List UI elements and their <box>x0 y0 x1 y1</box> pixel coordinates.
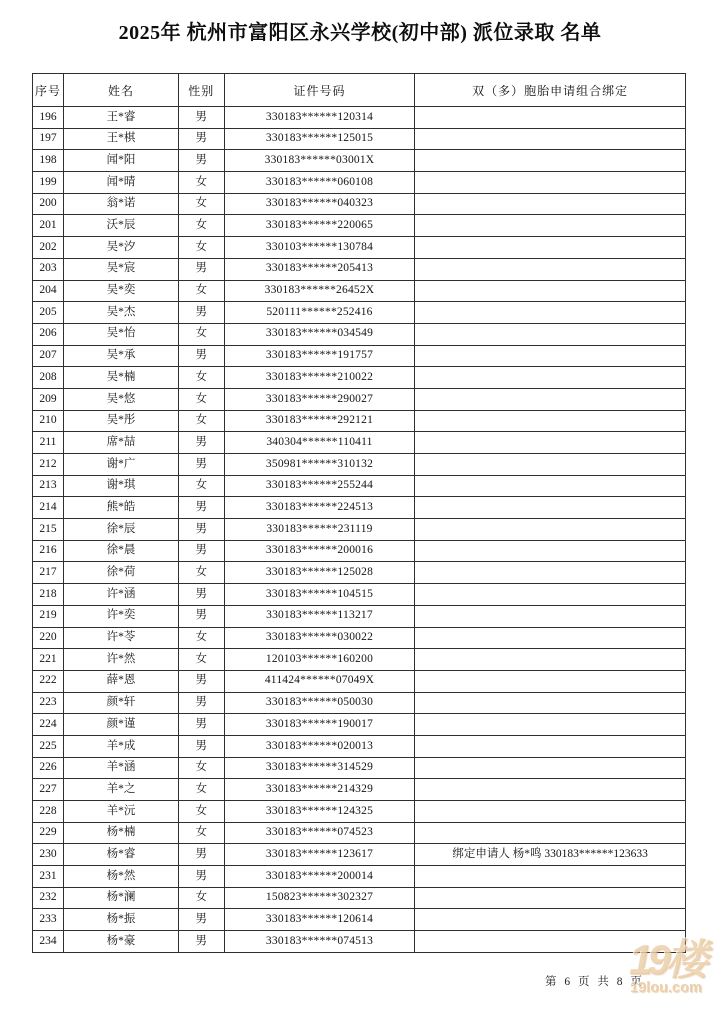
table-row <box>33 519 686 541</box>
cell-id: 330183******200014 <box>224 866 415 888</box>
cell-id: 330183******074513 <box>224 931 415 953</box>
cell-name: 杨*楠 <box>64 822 179 844</box>
cell-gender: 男 <box>178 432 224 454</box>
table-row <box>33 887 686 909</box>
cell-seq: 204 <box>33 280 64 302</box>
table-row <box>33 649 686 671</box>
table-row <box>33 345 686 367</box>
table-row <box>33 909 686 931</box>
cell-binding <box>415 627 686 649</box>
cell-id: 330183******104515 <box>224 584 415 606</box>
cell-seq: 229 <box>33 822 64 844</box>
cell-binding <box>415 540 686 562</box>
cell-name: 杨*豪 <box>64 931 179 953</box>
cell-id: 330183******120614 <box>224 909 415 931</box>
column-header-binding: 双（多）胞胎申请组合绑定 <box>415 74 686 107</box>
cell-id: 330183******205413 <box>224 258 415 280</box>
cell-gender: 男 <box>178 454 224 476</box>
cell-binding <box>415 345 686 367</box>
cell-binding <box>415 779 686 801</box>
table-row <box>33 107 686 129</box>
cell-gender: 女 <box>178 323 224 345</box>
cell-binding <box>415 237 686 259</box>
cell-binding <box>415 388 686 410</box>
cell-seq: 227 <box>33 779 64 801</box>
admission-table <box>32 73 686 953</box>
cell-seq: 228 <box>33 801 64 823</box>
cell-name: 沃*辰 <box>64 215 179 237</box>
cell-seq: 211 <box>33 432 64 454</box>
cell-name: 谢*琪 <box>64 475 179 497</box>
cell-seq: 200 <box>33 193 64 215</box>
table-row <box>33 432 686 454</box>
cell-binding <box>415 323 686 345</box>
cell-id: 120103******160200 <box>224 649 415 671</box>
cell-gender: 男 <box>178 540 224 562</box>
cell-seq: 232 <box>33 887 64 909</box>
cell-id: 330183******113217 <box>224 605 415 627</box>
cell-gender: 女 <box>178 172 224 194</box>
table-row <box>33 844 686 866</box>
cell-name: 吴*杰 <box>64 302 179 324</box>
table-row <box>33 735 686 757</box>
cell-name: 谢*广 <box>64 454 179 476</box>
cell-id: 330183******034549 <box>224 323 415 345</box>
cell-name: 闻*晴 <box>64 172 179 194</box>
cell-gender: 女 <box>178 475 224 497</box>
cell-binding <box>415 150 686 172</box>
cell-id: 350981******310132 <box>224 454 415 476</box>
cell-id: 411424******07049X <box>224 670 415 692</box>
cell-gender: 男 <box>178 605 224 627</box>
cell-id: 330183******292121 <box>224 410 415 432</box>
cell-name: 羊*沅 <box>64 801 179 823</box>
cell-id: 330183******040323 <box>224 193 415 215</box>
cell-id: 330183******060108 <box>224 172 415 194</box>
cell-binding <box>415 410 686 432</box>
cell-name: 许*苓 <box>64 627 179 649</box>
cell-name: 吴*彤 <box>64 410 179 432</box>
cell-name: 吴*怡 <box>64 323 179 345</box>
cell-binding <box>415 107 686 129</box>
cell-gender: 男 <box>178 692 224 714</box>
cell-binding <box>415 280 686 302</box>
cell-gender: 女 <box>178 215 224 237</box>
cell-seq: 223 <box>33 692 64 714</box>
cell-gender: 女 <box>178 801 224 823</box>
cell-name: 羊*之 <box>64 779 179 801</box>
cell-gender: 女 <box>178 237 224 259</box>
cell-id: 330183******255244 <box>224 475 415 497</box>
cell-binding <box>415 258 686 280</box>
cell-binding <box>415 497 686 519</box>
cell-seq: 214 <box>33 497 64 519</box>
cell-gender: 男 <box>178 584 224 606</box>
table-row <box>33 302 686 324</box>
table-row <box>33 215 686 237</box>
cell-gender: 女 <box>178 562 224 584</box>
cell-seq: 213 <box>33 475 64 497</box>
table-row <box>33 931 686 953</box>
cell-seq: 230 <box>33 844 64 866</box>
cell-binding <box>415 215 686 237</box>
cell-gender: 男 <box>178 150 224 172</box>
19lou-logo-url: 19lou.com <box>630 980 702 997</box>
cell-gender: 男 <box>178 931 224 953</box>
cell-binding <box>415 128 686 150</box>
cell-name: 羊*成 <box>64 735 179 757</box>
cell-id: 330183******224513 <box>224 497 415 519</box>
cell-id: 330183******200016 <box>224 540 415 562</box>
cell-name: 许*涵 <box>64 584 179 606</box>
cell-id: 330183******191757 <box>224 345 415 367</box>
cell-gender: 女 <box>178 887 224 909</box>
table-row <box>33 128 686 150</box>
cell-seq: 231 <box>33 866 64 888</box>
table-row <box>33 150 686 172</box>
cell-seq: 201 <box>33 215 64 237</box>
cell-binding <box>415 432 686 454</box>
cell-name: 徐*荷 <box>64 562 179 584</box>
table-row <box>33 584 686 606</box>
cell-seq: 205 <box>33 302 64 324</box>
cell-seq: 225 <box>33 735 64 757</box>
cell-binding <box>415 649 686 671</box>
cell-gender: 男 <box>178 258 224 280</box>
cell-seq: 217 <box>33 562 64 584</box>
cell-seq: 196 <box>33 107 64 129</box>
cell-seq: 202 <box>33 237 64 259</box>
cell-id: 330183******03001X <box>224 150 415 172</box>
cell-name: 吴*承 <box>64 345 179 367</box>
cell-name: 颜*轩 <box>64 692 179 714</box>
table-row <box>33 757 686 779</box>
cell-binding <box>415 866 686 888</box>
cell-seq: 233 <box>33 909 64 931</box>
cell-id: 330183******314529 <box>224 757 415 779</box>
cell-name: 王*睿 <box>64 107 179 129</box>
cell-seq: 226 <box>33 757 64 779</box>
cell-gender: 男 <box>178 714 224 736</box>
cell-binding: 绑定申请人 杨*鸣 330183******123633 <box>415 844 686 866</box>
cell-name: 杨*振 <box>64 909 179 931</box>
cell-id: 330183******125015 <box>224 128 415 150</box>
table-row <box>33 801 686 823</box>
cell-id: 330183******220065 <box>224 215 415 237</box>
cell-gender: 女 <box>178 367 224 389</box>
cell-id: 330183******123617 <box>224 844 415 866</box>
table-row <box>33 454 686 476</box>
cell-seq: 216 <box>33 540 64 562</box>
cell-seq: 234 <box>33 931 64 953</box>
cell-seq: 221 <box>33 649 64 671</box>
column-header-seq: 序号 <box>33 74 64 107</box>
cell-id: 330183******26452X <box>224 280 415 302</box>
cell-name: 吴*楠 <box>64 367 179 389</box>
cell-name: 许*然 <box>64 649 179 671</box>
table-row <box>33 367 686 389</box>
cell-name: 杨*然 <box>64 866 179 888</box>
table-row <box>33 605 686 627</box>
19lou-logo-text: 19楼 <box>629 936 703 983</box>
cell-binding <box>415 801 686 823</box>
cell-binding <box>415 714 686 736</box>
table-header <box>33 74 686 107</box>
cell-seq: 197 <box>33 128 64 150</box>
cell-binding <box>415 454 686 476</box>
column-header-name: 姓名 <box>64 74 179 107</box>
cell-binding <box>415 822 686 844</box>
cell-binding <box>415 605 686 627</box>
cell-seq: 208 <box>33 367 64 389</box>
table-body <box>33 107 686 953</box>
table-row <box>33 497 686 519</box>
cell-binding <box>415 670 686 692</box>
cell-name: 吴*悠 <box>64 388 179 410</box>
cell-seq: 218 <box>33 584 64 606</box>
table-row <box>33 670 686 692</box>
cell-id: 330183******030022 <box>224 627 415 649</box>
cell-id: 150823******302327 <box>224 887 415 909</box>
cell-name: 席*喆 <box>64 432 179 454</box>
cell-binding <box>415 519 686 541</box>
table-row <box>33 475 686 497</box>
cell-gender: 男 <box>178 909 224 931</box>
cell-binding <box>415 193 686 215</box>
cell-seq: 199 <box>33 172 64 194</box>
cell-name: 吴*宸 <box>64 258 179 280</box>
cell-seq: 207 <box>33 345 64 367</box>
cell-binding <box>415 757 686 779</box>
cell-gender: 男 <box>178 107 224 129</box>
cell-gender: 男 <box>178 497 224 519</box>
page-title: 2025年 杭州市富阳区永兴学校(初中部) 派位录取 名单 <box>118 22 602 44</box>
cell-binding <box>415 692 686 714</box>
cell-name: 羊*涵 <box>64 757 179 779</box>
cell-name: 徐*辰 <box>64 519 179 541</box>
cell-binding <box>415 735 686 757</box>
cell-gender: 男 <box>178 670 224 692</box>
cell-id: 520111******252416 <box>224 302 415 324</box>
cell-id: 330183******210022 <box>224 367 415 389</box>
table-row <box>33 237 686 259</box>
cell-name: 徐*晨 <box>64 540 179 562</box>
cell-name: 吴*汐 <box>64 237 179 259</box>
cell-id: 330183******190017 <box>224 714 415 736</box>
table-row <box>33 866 686 888</box>
table-row <box>33 323 686 345</box>
cell-gender: 男 <box>178 345 224 367</box>
column-header-gender: 性别 <box>178 74 224 107</box>
cell-seq: 219 <box>33 605 64 627</box>
cell-name: 许*奕 <box>64 605 179 627</box>
cell-binding <box>415 562 686 584</box>
table-row <box>33 280 686 302</box>
cell-name: 熊*皓 <box>64 497 179 519</box>
cell-gender: 女 <box>178 388 224 410</box>
cell-name: 翁*诺 <box>64 193 179 215</box>
table-row <box>33 172 686 194</box>
cell-name: 薛*恩 <box>64 670 179 692</box>
header-row <box>33 74 686 107</box>
cell-gender: 女 <box>178 757 224 779</box>
cell-seq: 220 <box>33 627 64 649</box>
cell-id: 330103******130784 <box>224 237 415 259</box>
cell-gender: 男 <box>178 735 224 757</box>
cell-gender: 男 <box>178 844 224 866</box>
table-row <box>33 779 686 801</box>
cell-gender: 男 <box>178 128 224 150</box>
cell-seq: 210 <box>33 410 64 432</box>
page-number: 第 6 页 共 8 页 <box>545 976 645 988</box>
table-row <box>33 714 686 736</box>
cell-name: 杨*澜 <box>64 887 179 909</box>
cell-id: 330183******050030 <box>224 692 415 714</box>
cell-seq: 215 <box>33 519 64 541</box>
cell-gender: 女 <box>178 193 224 215</box>
cell-binding <box>415 584 686 606</box>
cell-gender: 男 <box>178 519 224 541</box>
cell-seq: 203 <box>33 258 64 280</box>
cell-id: 330183******125028 <box>224 562 415 584</box>
cell-id: 330183******124325 <box>224 801 415 823</box>
cell-gender: 女 <box>178 649 224 671</box>
cell-seq: 212 <box>33 454 64 476</box>
cell-id: 330183******074523 <box>224 822 415 844</box>
cell-id: 330183******120314 <box>224 107 415 129</box>
cell-binding <box>415 475 686 497</box>
cell-name: 闻*阳 <box>64 150 179 172</box>
cell-binding <box>415 887 686 909</box>
column-header-id: 证件号码 <box>224 74 415 107</box>
cell-name: 王*棋 <box>64 128 179 150</box>
cell-id: 340304******110411 <box>224 432 415 454</box>
cell-gender: 女 <box>178 779 224 801</box>
table-row <box>33 822 686 844</box>
table-row <box>33 692 686 714</box>
cell-id: 330183******231119 <box>224 519 415 541</box>
cell-seq: 222 <box>33 670 64 692</box>
table-row <box>33 388 686 410</box>
table-row <box>33 540 686 562</box>
cell-binding <box>415 302 686 324</box>
cell-seq: 209 <box>33 388 64 410</box>
table-row <box>33 258 686 280</box>
table-row <box>33 193 686 215</box>
cell-seq: 198 <box>33 150 64 172</box>
cell-name: 吴*奕 <box>64 280 179 302</box>
cell-binding <box>415 367 686 389</box>
cell-gender: 男 <box>178 866 224 888</box>
cell-binding <box>415 931 686 953</box>
cell-name: 杨*睿 <box>64 844 179 866</box>
cell-binding <box>415 172 686 194</box>
cell-name: 颜*谨 <box>64 714 179 736</box>
table-row <box>33 627 686 649</box>
table-row <box>33 562 686 584</box>
cell-gender: 女 <box>178 280 224 302</box>
cell-binding <box>415 909 686 931</box>
cell-id: 330183******290027 <box>224 388 415 410</box>
cell-seq: 206 <box>33 323 64 345</box>
cell-gender: 女 <box>178 822 224 844</box>
cell-seq: 224 <box>33 714 64 736</box>
cell-gender: 女 <box>178 410 224 432</box>
cell-id: 330183******214329 <box>224 779 415 801</box>
table-row <box>33 410 686 432</box>
cell-gender: 男 <box>178 302 224 324</box>
cell-id: 330183******020013 <box>224 735 415 757</box>
cell-gender: 女 <box>178 627 224 649</box>
